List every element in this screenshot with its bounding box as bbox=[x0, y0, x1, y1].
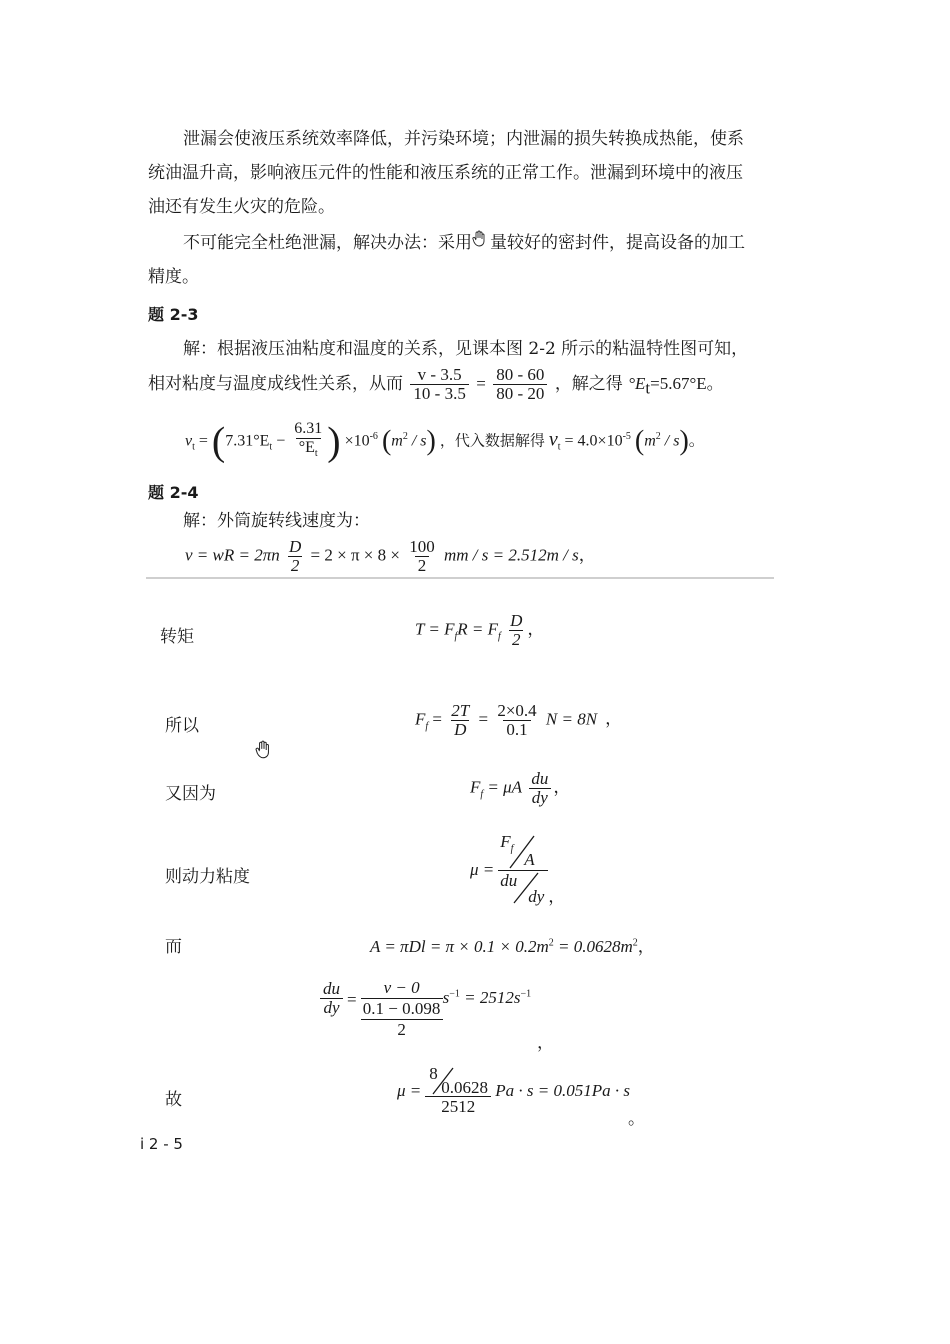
cutoff-text: i 2 - 5 bbox=[140, 1135, 183, 1153]
paragraph-line: 统油温升高，影响液压元件的性能和液压系统的正常工作。泄漏到环境中的液压 bbox=[148, 163, 743, 183]
step-label: 故 bbox=[165, 1090, 182, 1110]
equation-velocity-gradient bbox=[318, 978, 531, 1040]
equation-velocity bbox=[185, 538, 596, 575]
numerator: 0.1 − 0.098 bbox=[362, 999, 441, 1018]
math-unit: m bbox=[391, 432, 403, 450]
hand-cursor-icon bbox=[472, 230, 490, 256]
math-term: 7.31°E bbox=[225, 432, 270, 450]
text-segment: ， bbox=[548, 887, 566, 906]
math-term: ×10 bbox=[344, 432, 370, 450]
subscript: f bbox=[510, 843, 514, 855]
numerator: v − 0 bbox=[383, 978, 420, 997]
numerator: 6.31 bbox=[294, 420, 323, 437]
superscript: 2 bbox=[402, 430, 408, 442]
numerator: D bbox=[510, 611, 523, 630]
text-segment: ，代入数据解得 bbox=[439, 431, 545, 450]
text-segment: 不可能完全杜绝泄漏，解决办法：采用 bbox=[183, 233, 472, 253]
slashed-fraction bbox=[498, 871, 548, 907]
numerator: 2T bbox=[451, 701, 470, 720]
math-unit: / s bbox=[660, 432, 680, 450]
subscript: t bbox=[269, 441, 273, 453]
fraction bbox=[406, 538, 438, 575]
text-segment: 量较好的密封件，提高设备的加工 bbox=[490, 233, 745, 253]
denominator: 2 bbox=[397, 1020, 406, 1039]
numerator: du bbox=[531, 769, 549, 788]
fraction bbox=[493, 366, 547, 403]
period: 。 bbox=[628, 1109, 645, 1128]
math-term: mm / s = 2.512m / s bbox=[443, 545, 579, 565]
math-op: = bbox=[432, 709, 443, 729]
denominator: 0.1 bbox=[503, 720, 530, 739]
subscript: t bbox=[192, 441, 195, 453]
math-symbol: du bbox=[500, 871, 518, 890]
page-divider bbox=[146, 577, 774, 579]
superscript: −1 bbox=[449, 988, 460, 1000]
math-term: = 4.0×10 bbox=[564, 432, 623, 450]
slashed-fraction bbox=[425, 1064, 491, 1096]
numerator: du bbox=[323, 979, 340, 998]
superscript: 2 bbox=[548, 937, 554, 949]
math-term: μ = bbox=[397, 1080, 422, 1100]
math-term: R = F bbox=[457, 619, 499, 639]
text-segment: 。 bbox=[688, 432, 705, 450]
fraction bbox=[410, 366, 468, 403]
superscript: -6 bbox=[369, 430, 378, 442]
equation-friction-force: $F_f$ = $\frac{2T}{D}$ = $\frac{2\times 0.4}{0.1}$ N = 8N ， bbox=[415, 701, 623, 739]
math-term: A = πDl = π × 0.1 × 0.2m bbox=[370, 937, 549, 956]
math-unit: s bbox=[442, 988, 450, 1007]
math-op: − bbox=[276, 432, 286, 450]
step-label: 所以 bbox=[165, 716, 199, 736]
numerator: D bbox=[288, 537, 302, 556]
equation-torque bbox=[415, 612, 544, 649]
denominator: 2512 bbox=[441, 1097, 476, 1116]
step-label: 则动力粘度 bbox=[165, 867, 250, 887]
fraction bbox=[320, 980, 343, 1017]
numerator: 80 - 60 bbox=[496, 365, 545, 384]
math-term: μ = bbox=[470, 859, 495, 879]
section-heading: 题 2-3 bbox=[148, 305, 199, 324]
denominator: 80 - 20 bbox=[493, 384, 547, 403]
text-segment: ， bbox=[578, 545, 596, 565]
fraction bbox=[286, 538, 304, 575]
math-unit: / s bbox=[407, 432, 427, 450]
equation-viscosity: $\nu_t = (7.31^\circ E_t$ − $\frac{6.31}{^\circ E_t}$ ) $\times 10^{-6}$ $(m^2 / s)$ ，代入数据解得 $\nu_t = 4.0\times 10^{-5}$ $(m^2 / s)$。 bbox=[185, 418, 705, 464]
subscript: t bbox=[314, 448, 318, 460]
math-symbol: F bbox=[415, 709, 426, 729]
math-symbol: °E bbox=[298, 439, 315, 456]
step-label: 而 bbox=[165, 937, 182, 957]
equation-final-viscosity bbox=[397, 1064, 630, 1117]
subscript: t bbox=[557, 441, 561, 453]
fraction bbox=[448, 702, 472, 739]
equation-area bbox=[370, 932, 655, 957]
fraction bbox=[507, 612, 525, 649]
paragraph-line: 油还有发生火灾的危险。 bbox=[148, 197, 335, 217]
math-op: = bbox=[198, 432, 212, 450]
math-symbol: ν bbox=[185, 432, 193, 450]
equation-dynamic-viscosity bbox=[470, 832, 565, 907]
text-segment: ， bbox=[553, 777, 571, 797]
math-term: Pa · s = 0.051Pa · s bbox=[495, 1080, 630, 1100]
step-label: 又因为 bbox=[165, 784, 216, 804]
slashed-fraction bbox=[498, 832, 546, 870]
compound-fraction bbox=[361, 978, 443, 1040]
section-heading: 题 2-4 bbox=[148, 483, 199, 502]
comma: ， bbox=[537, 1033, 554, 1052]
superscript: -5 bbox=[622, 430, 631, 442]
math-term: v = wR = 2πn bbox=[185, 545, 280, 565]
math-term: = 2 × π × 8 × bbox=[310, 545, 400, 565]
numerator: 100 bbox=[409, 537, 435, 556]
equation-line: 相对粘度与温度成线性关系，从而 $\frac{v - 3.5}{10 - 3.5}$ = $\frac{80 - 60}{80 - 20}$ ，解之得 $^\circ E_t=5.67^\circ E$。 bbox=[148, 365, 724, 403]
math-value: =5.67°E。 bbox=[650, 374, 724, 393]
text-segment: 相对粘度与温度成线性关系，从而 bbox=[148, 374, 403, 394]
paragraph-line bbox=[183, 230, 745, 256]
superscript: 2 bbox=[655, 430, 661, 442]
paragraph-line: 解：根据液压油粘度和温度的关系，见课本图 2-2 所示的粘温特性图可知， bbox=[183, 339, 749, 359]
paragraph-line: 解：外筒旋转线速度为： bbox=[183, 511, 370, 531]
fraction bbox=[494, 702, 539, 739]
text-segment: ， bbox=[605, 709, 623, 729]
math-symbol: A bbox=[524, 850, 535, 869]
fraction bbox=[291, 420, 325, 463]
equation-shear bbox=[470, 770, 570, 807]
fraction bbox=[528, 770, 551, 807]
subscript: f bbox=[498, 630, 501, 642]
subscript: f bbox=[425, 720, 429, 732]
step-label: 转矩 bbox=[160, 627, 194, 647]
math-term: T = F bbox=[415, 619, 455, 639]
math-term: N = 8N bbox=[545, 709, 598, 729]
text-segment: ， bbox=[527, 619, 545, 639]
denominator: D bbox=[451, 720, 469, 739]
subscript: t bbox=[645, 378, 651, 398]
numerator: v - 3.5 bbox=[417, 365, 462, 384]
superscript: 2 bbox=[632, 937, 638, 949]
math-term: = 0.0628m bbox=[553, 937, 633, 956]
denominator: 10 - 3.5 bbox=[410, 384, 468, 403]
denominator: 2 bbox=[415, 556, 430, 575]
paragraph-line: 精度。 bbox=[148, 267, 199, 287]
math-symbol: ν bbox=[548, 428, 558, 451]
math-unit: m bbox=[644, 432, 656, 450]
math-symbol: °E bbox=[628, 374, 646, 393]
math-term: = μA bbox=[487, 777, 523, 797]
subscript: f bbox=[480, 788, 484, 800]
denominator: 0.0628 bbox=[441, 1078, 489, 1097]
text-segment: ， bbox=[637, 937, 655, 956]
denominator: dy bbox=[320, 998, 342, 1017]
math-op: = bbox=[347, 990, 357, 1009]
superscript: −1 bbox=[520, 988, 532, 1000]
paragraph-line: 泄漏会使液压系统效率降低，并污染环境；内泄漏的损失转换成热能，使系 bbox=[183, 129, 744, 149]
text-segment: ，解之得 bbox=[554, 374, 623, 394]
math-symbol: F bbox=[500, 832, 511, 851]
math-term: = 2512s bbox=[459, 988, 521, 1007]
denominator bbox=[296, 438, 321, 463]
numerator: 2×0.4 bbox=[497, 701, 537, 720]
numerator: 8 bbox=[429, 1064, 438, 1083]
denominator: 2 bbox=[509, 630, 524, 649]
math-symbol: F bbox=[470, 777, 481, 797]
math-symbol: dy bbox=[528, 887, 545, 906]
denominator: dy bbox=[529, 788, 551, 807]
subscript: f bbox=[454, 630, 458, 642]
denominator: 2 bbox=[288, 556, 303, 575]
hand-cursor-icon bbox=[255, 740, 273, 764]
